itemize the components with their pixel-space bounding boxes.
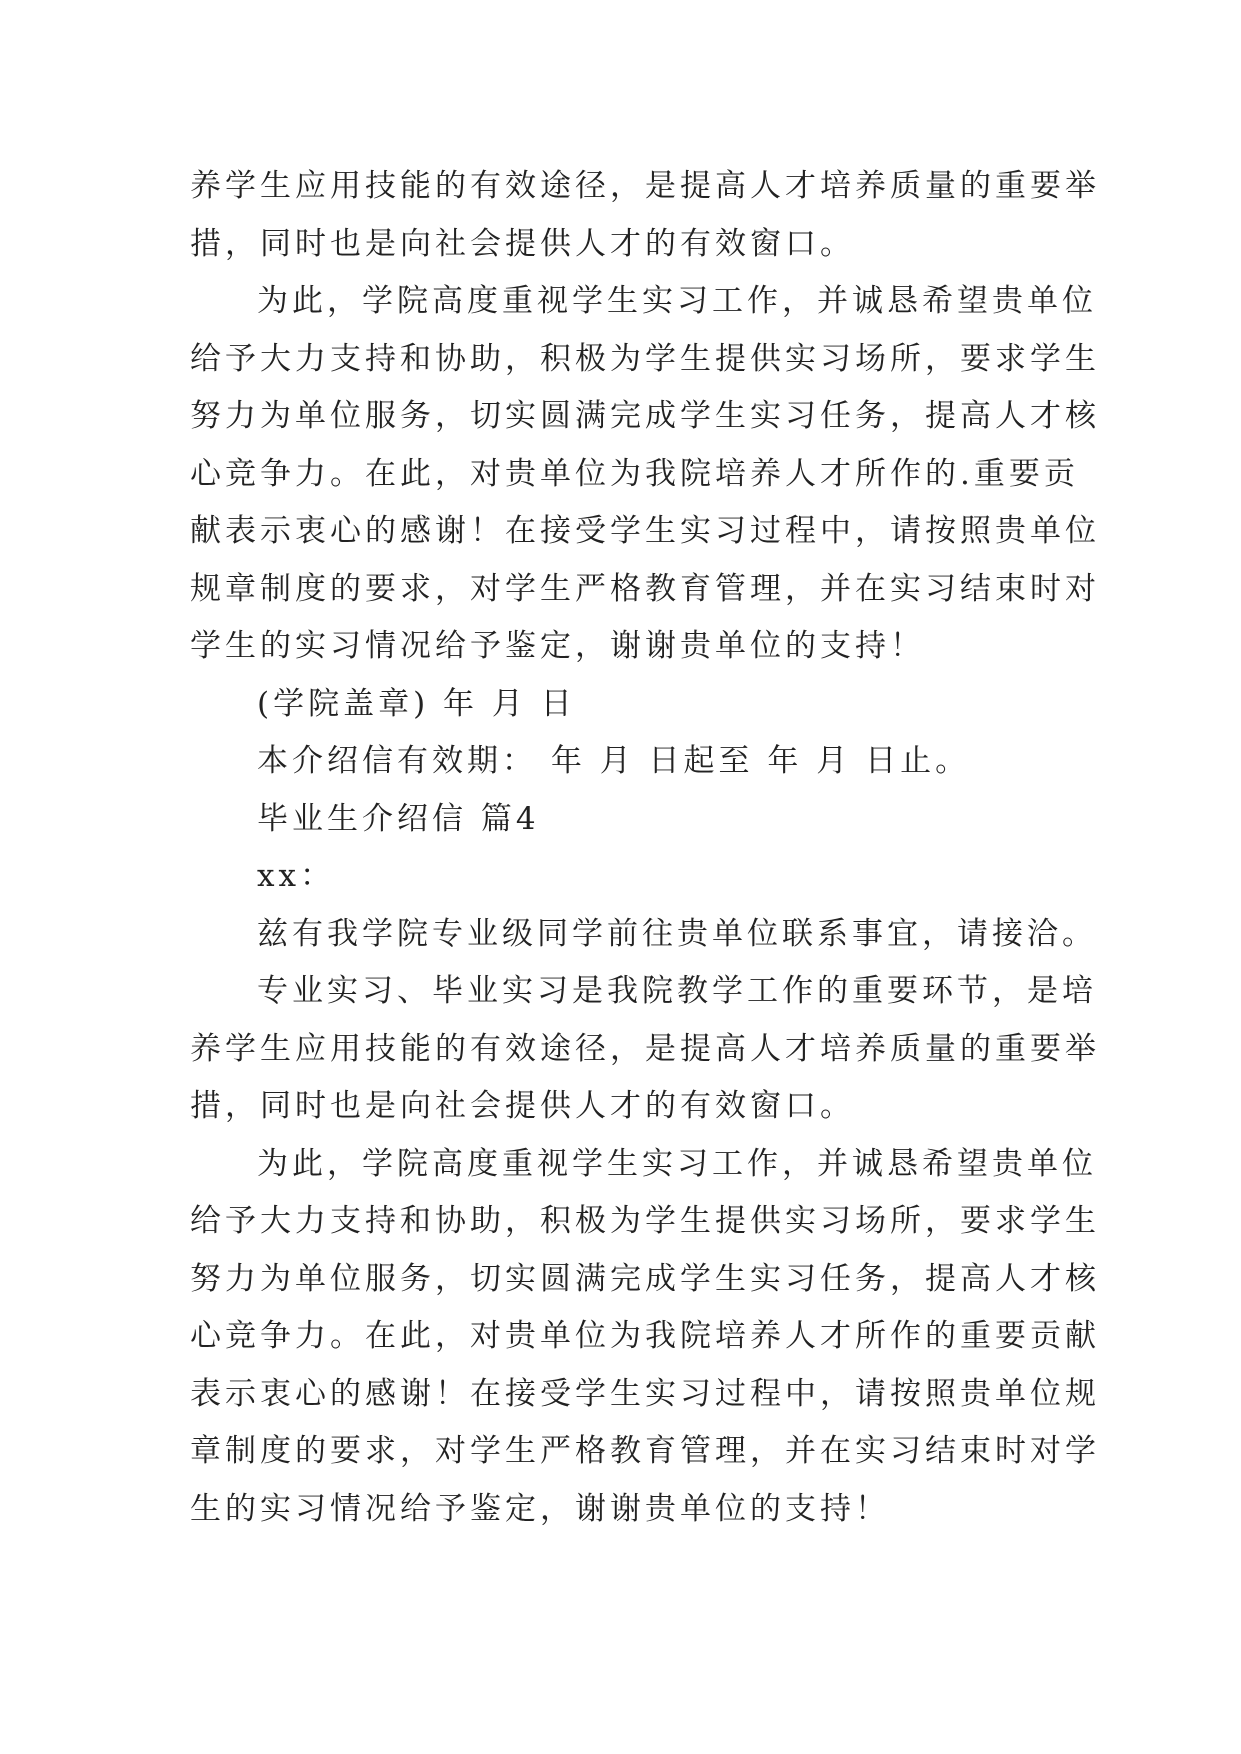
validity-line: 本介绍信有效期： 年 月 日起至 年 月 日止。 (257, 743, 971, 779)
text-line: 为此，学院高度重视学生实习工作，并诚恳希望贵单位 (257, 283, 1097, 319)
text-line: 为此，学院高度重视学生实习工作，并诚恳希望贵单位 (257, 1145, 1097, 1182)
seal-date-line: (学院盖章) 年 月 日 (257, 685, 576, 722)
text-line: 献表示衷心的感谢！在接受学生实习过程中，请按照贵单位 (190, 513, 1100, 549)
text-line: 专业实习、毕业实习是我院教学工作的重要环节，是培 (257, 973, 1097, 1009)
section-heading: 毕业生介绍信 篇4 (257, 800, 540, 837)
text-line: 努力为单位服务，切实圆满完成学生实习任务，提高人才核 (190, 398, 1100, 434)
text-line: 心竞争力。在此，对贵单位为我院培养人才所作的重要贡献 (190, 1318, 1100, 1354)
text-line: 心竞争力。在此，对贵单位为我院培养人才所作的.重要贡 (190, 455, 1079, 492)
text-line: 章制度的要求，对学生严格教育管理，并在实习结束时对学 (190, 1433, 1100, 1469)
text-line: 兹有我学院专业级同学前往贵单位联系事宜，请接洽。 (257, 915, 1097, 952)
text-line: 表示衷心的感谢！在接受学生实习过程中，请按照贵单位规 (190, 1375, 1100, 1412)
text-line: 学生的实习情况给予鉴定，谢谢贵单位的支持！ (190, 628, 925, 664)
text-line: 努力为单位服务，切实圆满完成学生实习任务，提高人才核 (190, 1260, 1100, 1297)
text-line: 规章制度的要求，对学生严格教育管理，并在实习结束时对 (190, 570, 1100, 607)
text-line: 生的实习情况给予鉴定，谢谢贵单位的支持！ (190, 1490, 890, 1527)
text-line: 措，同时也是向社会提供人才的有效窗口。 (190, 1088, 855, 1124)
text-line: 措，同时也是向社会提供人才的有效窗口。 (190, 225, 855, 262)
document-body (190, 158, 1100, 1538)
text-line: 给予大力支持和协助，积极为学生提供实习场所，要求学生 (190, 340, 1100, 377)
text-line: 养学生应用技能的有效途径，是提高人才培养质量的重要举 (190, 168, 1100, 204)
text-line: 给予大力支持和协助，积极为学生提供实习场所，要求学生 (190, 1203, 1100, 1239)
salutation: xx： (257, 858, 335, 894)
text-line: 养学生应用技能的有效途径，是提高人才培养质量的重要举 (190, 1030, 1100, 1067)
